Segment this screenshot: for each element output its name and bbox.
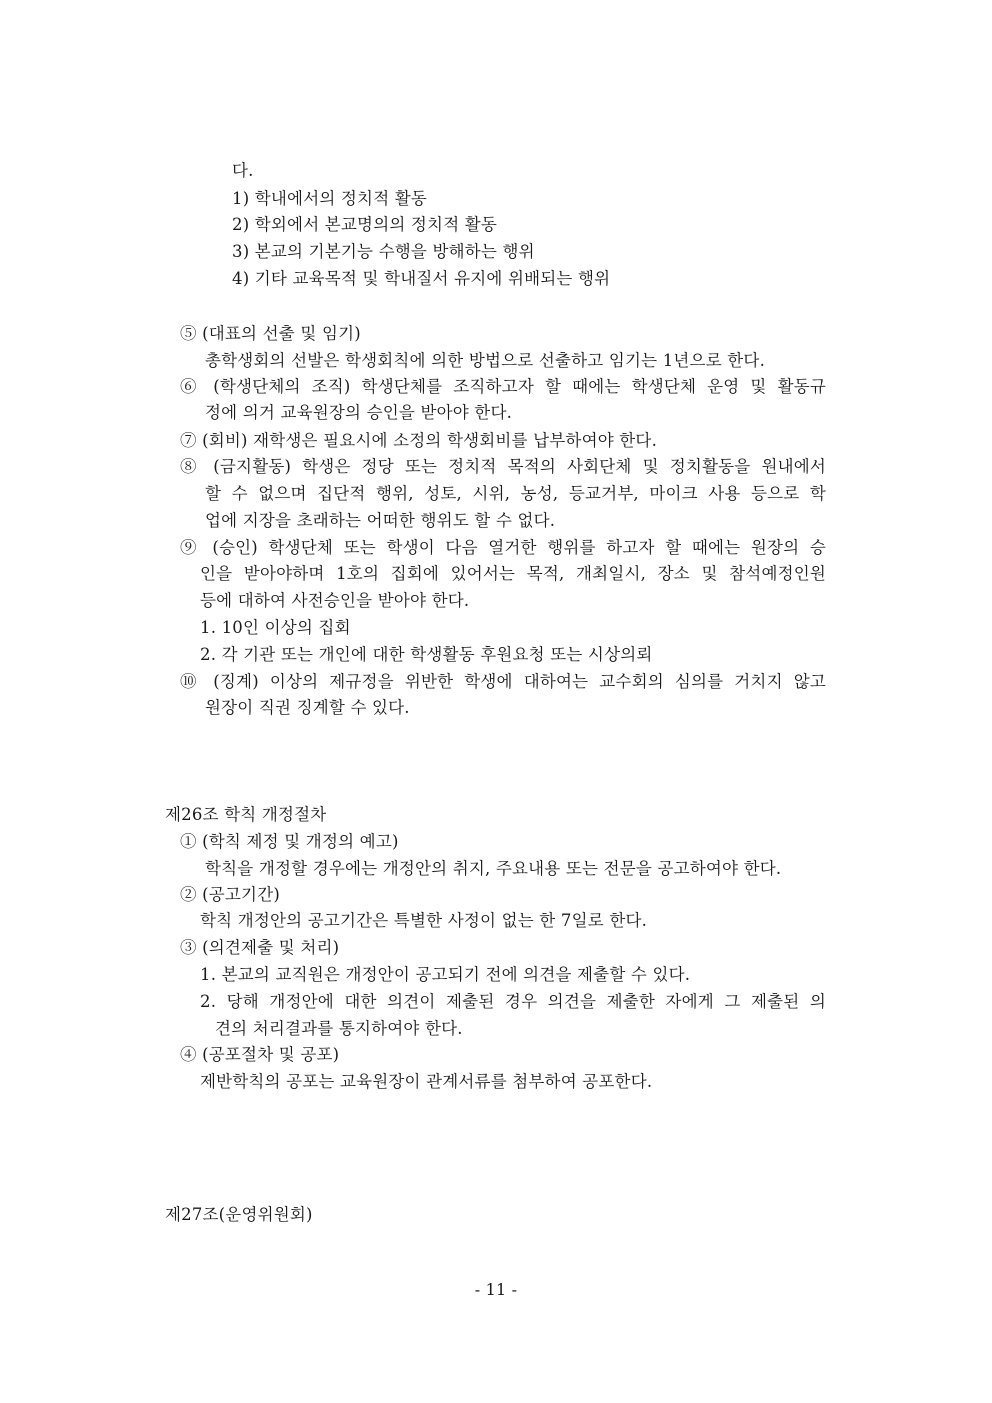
list-item: 1) 학내에서의 정치적 활동 (232, 189, 428, 208)
list-item: 4) 기타 교육목적 및 학내질서 유지에 위배되는 행위 (232, 269, 611, 288)
text-line: 업에 지장을 초래하는 어떠한 행위도 할 수 없다. (205, 511, 556, 530)
text-line: 총학생회의 선발은 학생회칙에 의한 방법으로 선출하고 임기는 1년으로 한다. (205, 351, 766, 370)
article-heading: 제27조(운영위원회) (165, 1205, 313, 1224)
article-heading: 제26조 학칙 개정절차 (165, 805, 327, 824)
text-line: 학칙 개정안의 공고기간은 특별한 사정이 없는 한 7일로 한다. (200, 911, 648, 930)
text-line: 다. (232, 161, 254, 180)
text-line: 등에 대하여 사전승인을 받아야 한다. (200, 591, 470, 610)
clause-heading: ② (공고기간) (180, 885, 280, 904)
clause-text: ⑨ (승인) 학생단체 또는 학생이 다음 열거한 행위를 하고자 할 때에는 원장의 승 (180, 538, 826, 557)
text-line: 할 수 없으며 집단적 행위, 성토, 시위, 농성, 등교거부, 마이크 사용 등으로 학 (205, 484, 826, 503)
list-item: 1. 본교의 교직원은 개정안이 공고되기 전에 의견을 제출할 수 있다. (200, 965, 691, 984)
clause-text: ⑩ (징계) 이상의 제규정을 위반한 학생에 대하여는 교수회의 심의를 거치지 않고 (180, 672, 826, 691)
text-line: 학칙을 개정할 경우에는 개정안의 취지, 주요내용 또는 전문을 공고하여야 한다. (205, 859, 782, 878)
list-item: 2. 각 기관 또는 개인에 대한 학생활동 후원요청 또는 시상의뢰 (200, 645, 653, 664)
list-item: 1. 10인 이상의 집회 (200, 618, 351, 637)
clause-text: ⑥ (학생단체의 조직) 학생단체를 조직하고자 할 때에는 학생단체 운영 및 활동규 (180, 377, 826, 396)
page-number: - 11 - (474, 1280, 518, 1299)
clause-text: ⑦ (회비) 재학생은 필요시에 소정의 학생회비를 납부하여야 한다. (180, 431, 658, 450)
clause-heading: ⑤ (대표의 선출 및 임기) (180, 324, 361, 343)
text-line: 견의 처리결과를 통지하여야 한다. (215, 1019, 463, 1038)
text-line: 제반학칙의 공포는 교육원장이 관계서류를 첨부하여 공포한다. (200, 1072, 653, 1091)
list-item: 2) 학외에서 본교명의의 정치적 활동 (232, 215, 498, 234)
text-line: 인을 받아야하며 1호의 집회에 있어서는 목적, 개최일시, 장소 및 참석예정인원 (200, 564, 826, 583)
list-item: 2. 당해 개정안에 대한 의견이 제출된 경우 의견을 제출한 자에게 그 제출된 의 (200, 992, 826, 1011)
clause-heading: ④ (공포절차 및 공포) (180, 1045, 340, 1064)
text-line: 정에 의거 교육원장의 승인을 받아야 한다. (205, 403, 513, 422)
list-item: 3) 본교의 기본기능 수행을 방해하는 행위 (232, 242, 535, 261)
clause-heading: ③ (의견제출 및 처리) (180, 938, 340, 957)
text-line: 원장이 직권 징계할 수 있다. (205, 698, 410, 717)
clause-heading: ① (학칙 제정 및 개정의 예고) (180, 832, 399, 851)
clause-text: ⑧ (금지활동) 학생은 정당 또는 정치적 목적의 사회단체 및 정치활동을 원내에서 (180, 457, 826, 476)
